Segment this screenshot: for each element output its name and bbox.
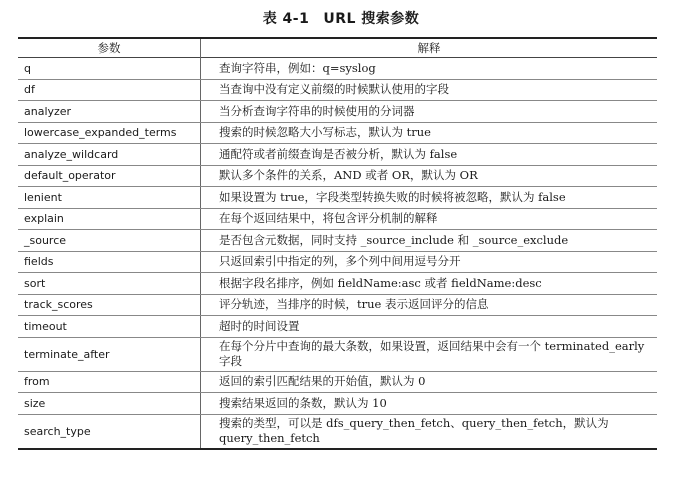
description-cell: 默认多个条件的关系，AND 或者 OR，默认为 OR [201,165,658,187]
description-cell: 当查询中没有定义前缀的时候默认使用的字段 [201,79,658,101]
param-cell: size [18,393,201,415]
table-row [18,144,657,166]
table-row [18,393,657,415]
table-row [18,79,657,101]
table-row [18,187,657,209]
param-cell: search_type [18,414,201,449]
description-cell: 搜索的时候忽略大小写标志，默认为 true [201,122,658,144]
table-row [18,316,657,338]
description-cell: 评分轨迹，当排序的时候，true 表示返回评分的信息 [201,294,658,316]
description-cell: 在每个返回结果中，将包含评分机制的解释 [201,208,658,230]
param-cell: fields [18,251,201,273]
param-cell: terminate_after [18,337,201,371]
param-cell: q [18,58,201,80]
param-cell: explain [18,208,201,230]
description-cell: 查询字符串，例如：q=syslog [201,58,658,80]
table-row [18,122,657,144]
table-caption [0,8,682,28]
description-cell: 如果设置为 true，字段类型转换失败的时候将被忽略，默认为 false [201,187,658,209]
table-number: 表 4-1 [262,11,310,27]
table-row [18,414,657,449]
header-description: 解释 [417,41,441,55]
param-cell: default_operator [18,165,201,187]
table-row [18,251,657,273]
table-row [18,371,657,393]
table-row [18,58,657,80]
param-cell: lenient [18,187,201,209]
param-cell: analyzer [18,101,201,123]
param-cell: sort [18,273,201,295]
param-cell: df [18,79,201,101]
description-cell: 在每个分片中查询的最大条数，如果设置，返回结果中会有一个 terminated_early 字段 [201,337,658,371]
table-row [18,208,657,230]
description-cell: 是否包含元数据，同时支持 _source_include 和 _source_exclude [201,230,658,252]
param-cell: _source [18,230,201,252]
table-title: URL 搜索参数 [323,11,420,27]
url-search-parameters-table [18,37,657,450]
description-cell: 当分析查询字符串的时候使用的分词器 [201,101,658,123]
description-cell: 超时的时间设置 [201,316,658,338]
description-cell: 搜索的类型，可以是 dfs_query_then_fetch、query_then_fetch，默认为 query_then_fetch [201,414,658,449]
table-row [18,273,657,295]
param-cell: track_scores [18,294,201,316]
table-row [18,294,657,316]
table-header-row [18,38,657,58]
table-row [18,337,657,371]
header-param: 参数 [18,38,201,58]
param-cell: lowercase_expanded_terms [18,122,201,144]
table-row [18,230,657,252]
description-cell: 返回的索引匹配结果的开始值，默认为 0 [201,371,658,393]
table-body [18,58,657,449]
description-cell: 搜索结果返回的条数，默认为 10 [201,393,658,415]
table-row [18,165,657,187]
param-cell: analyze_wildcard [18,144,201,166]
description-cell: 通配符或者前缀查询是否被分析，默认为 false [201,144,658,166]
description-cell: 只返回索引中指定的列，多个列中间用逗号分开 [201,251,658,273]
param-cell: from [18,371,201,393]
param-cell: timeout [18,316,201,338]
table-row [18,101,657,123]
description-cell: 根据字段名排序，例如 fieldName:asc 或者 fieldName:desc [201,273,658,295]
